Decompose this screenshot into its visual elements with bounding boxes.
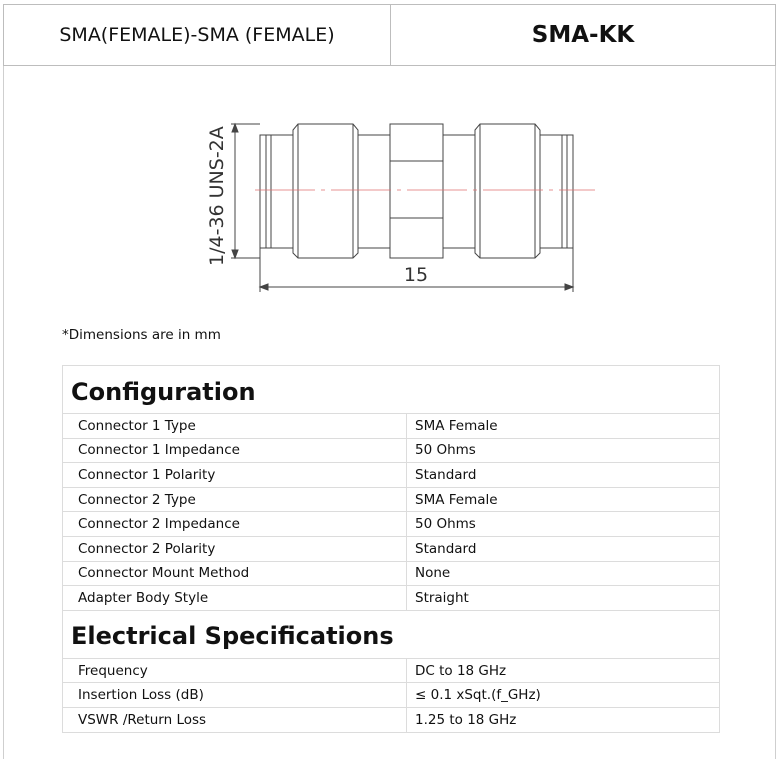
right-neck bbox=[443, 135, 475, 248]
spec-value: SMA Female bbox=[407, 487, 720, 512]
spec-label: Adapter Body Style bbox=[63, 586, 407, 611]
table-row bbox=[63, 561, 720, 586]
spec-value: Straight bbox=[407, 586, 720, 611]
section-header bbox=[63, 366, 720, 414]
spec-label: VSWR /Return Loss bbox=[63, 707, 407, 732]
table-row bbox=[63, 707, 720, 732]
table-row bbox=[63, 487, 720, 512]
spec-label: Connector Mount Method bbox=[63, 561, 407, 586]
left-neck bbox=[358, 135, 390, 248]
length-dimension-label: 15 bbox=[403, 264, 429, 286]
table-row bbox=[63, 414, 720, 439]
right-cap bbox=[540, 135, 573, 248]
electrical-title: Electrical Specifications bbox=[63, 610, 720, 658]
section-header bbox=[63, 610, 720, 658]
center-body bbox=[390, 124, 443, 258]
left-nut bbox=[293, 124, 358, 258]
spec-value: SMA Female bbox=[407, 414, 720, 439]
dimensions-note: *Dimensions are in mm bbox=[62, 327, 221, 343]
spec-value: 1.25 to 18 GHz bbox=[407, 707, 720, 732]
spec-value: None bbox=[407, 561, 720, 586]
spec-table bbox=[62, 365, 720, 733]
table-row bbox=[63, 658, 720, 683]
spec-value: 50 Ohms bbox=[407, 512, 720, 537]
spec-label: Connector 2 Polarity bbox=[63, 536, 407, 561]
spec-label: Frequency bbox=[63, 658, 407, 683]
spec-value: Standard bbox=[407, 463, 720, 488]
spec-value: DC to 18 GHz bbox=[407, 658, 720, 683]
table-row bbox=[63, 512, 720, 537]
part-number: SMA-KK bbox=[531, 22, 635, 48]
spec-value: Standard bbox=[407, 536, 720, 561]
spec-label: Connector 2 Type bbox=[63, 487, 407, 512]
header-bar bbox=[3, 4, 776, 66]
table-row bbox=[63, 683, 720, 708]
connector-drawing bbox=[195, 100, 615, 300]
spec-label: Insertion Loss (dB) bbox=[63, 683, 407, 708]
spec-value: 50 Ohms bbox=[407, 438, 720, 463]
spec-label: Connector 2 Impedance bbox=[63, 512, 407, 537]
product-description: SMA(FEMALE)-SMA (FEMALE) bbox=[4, 5, 391, 65]
thread-dimension-label: 1/4-36 UNS-2A bbox=[206, 126, 228, 266]
spec-label: Connector 1 Type bbox=[63, 414, 407, 439]
table-row bbox=[63, 463, 720, 488]
spec-label: Connector 1 Impedance bbox=[63, 438, 407, 463]
table-row bbox=[63, 586, 720, 611]
right-nut bbox=[475, 124, 540, 258]
spec-label: Connector 1 Polarity bbox=[63, 463, 407, 488]
configuration-title: Configuration bbox=[63, 366, 720, 414]
table-row bbox=[63, 536, 720, 561]
left-cap bbox=[260, 135, 293, 248]
table-row bbox=[63, 438, 720, 463]
spec-value: ≤ 0.1 xSqt.(f_GHz) bbox=[407, 683, 720, 708]
